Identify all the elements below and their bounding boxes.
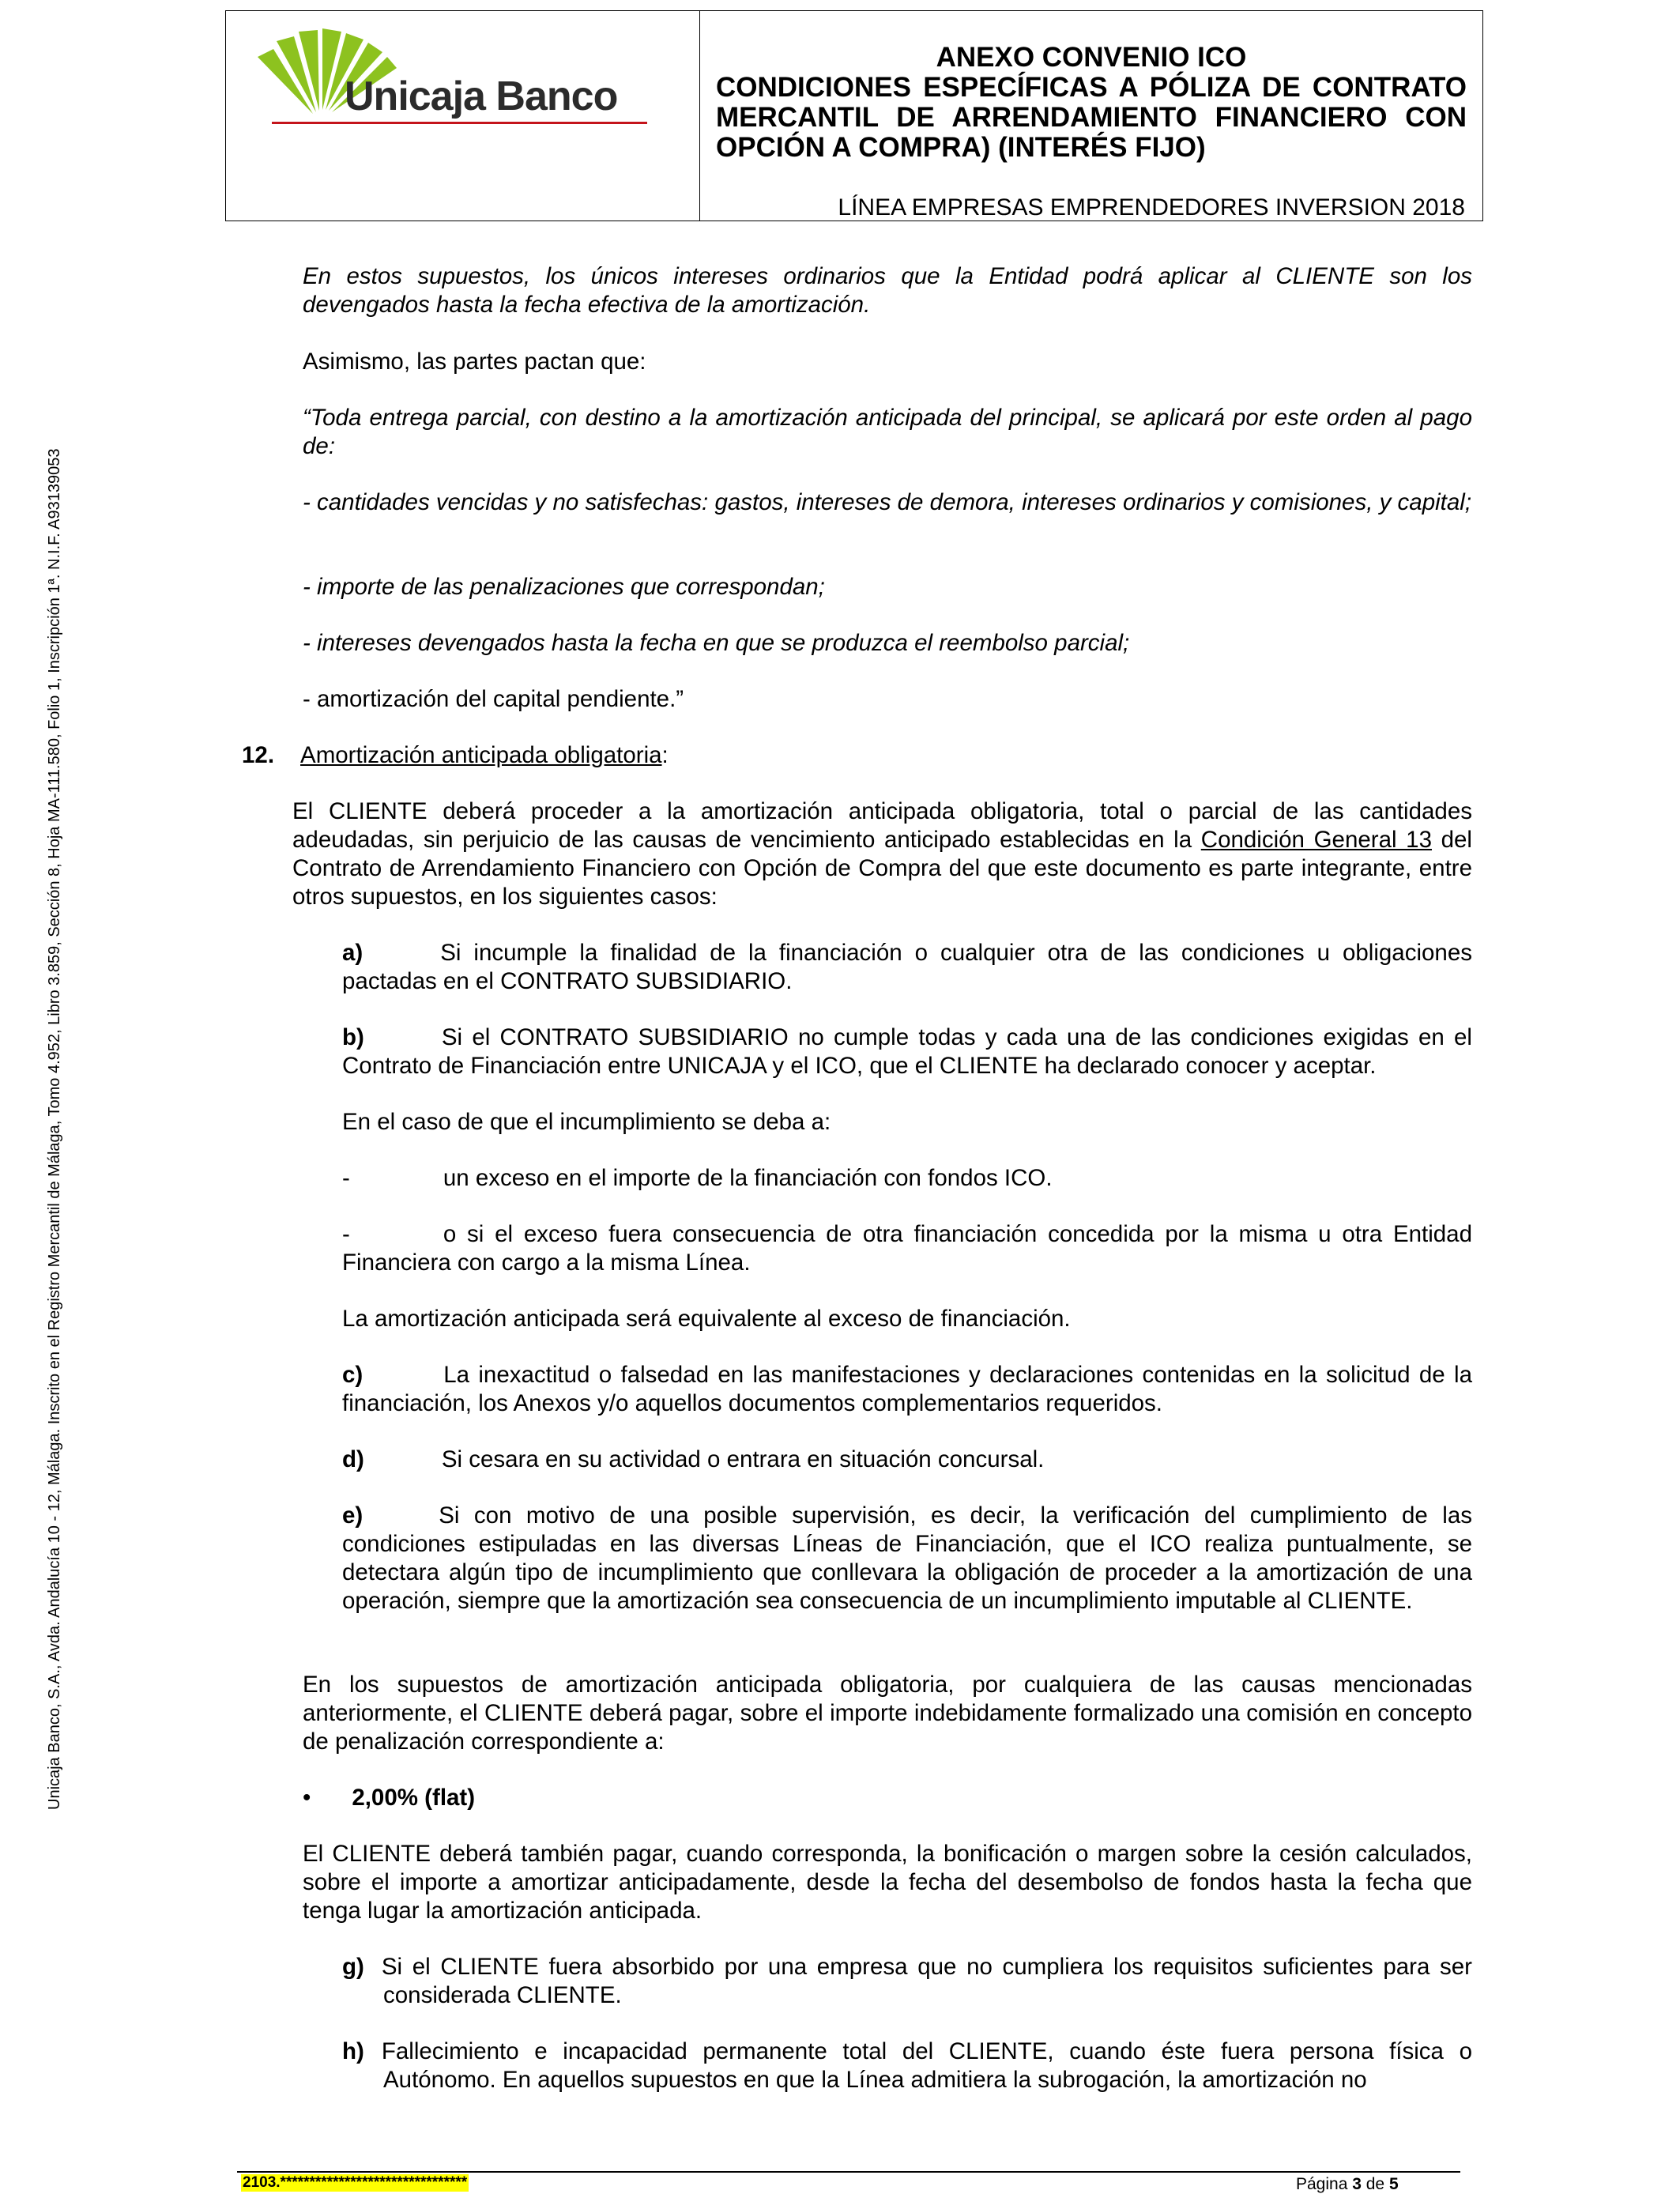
- title-line-2: CONDICIONES ESPECÍFICAS A PÓLIZA DE CONTRATO: [716, 72, 1467, 103]
- registry-side-text: Unicaja Banco, S.A., Avda. Andalucía 10 - 12, Málaga. Inscrito en el Registro Mercantil de Málaga, Tomo 4.952, Libro 3.859, Sección 8, Hoja MA-111.580, Folio 1, Inscripción 1ª. N.I.F. A93139053: [46, 448, 63, 1810]
- item-a: [342, 939, 1472, 996]
- case-intro: En el caso de que el incumplimiento se deba a:: [342, 1109, 831, 1135]
- condicion-general-link: Condición General 13: [1200, 827, 1432, 853]
- item-e-text: Si con motivo de una posible supervisión, es decir, la verificación del cumplimiento de las condiciones estipuladas en las diversas Líneas de Financiación, que el ICO realiza puntualmente, se detectara algún tipo de incumplimiento que conllevara la obligación de proceder a la amortización de una operación, siempre que la amortización sea consecuencia de un incumplimiento imputable al CLIENTE.: [342, 1502, 1472, 1614]
- item-h-label: h): [342, 2038, 364, 2064]
- paragraph-capital-pendiente: - amortización del capital pendiente.”: [303, 686, 684, 712]
- title-line-1: ANEXO CONVENIO ICO: [936, 42, 1247, 73]
- item-e-label: e): [342, 1502, 363, 1529]
- title-line-4: OPCIÓN A COMPRA) (INTERÉS FIJO): [716, 132, 1206, 163]
- item-d-label: d): [342, 1446, 364, 1472]
- footer-code: 2103.********************************: [243, 2174, 468, 2191]
- section-number: 12.: [242, 742, 275, 768]
- item-b-text: Si el CONTRATO SUBSIDIARIO no cumple todas y cada una de las condiciones exigidas en el Contrato de Financiación entre UNICAJA y el ICO, que el CLIENTE ha declarado conocer y aceptar.: [342, 1024, 1472, 1079]
- item-h-text: Fallecimiento e incapacidad permanente total del CLIENTE, cuando éste fuera persona física o Autónomo. En aquellos supuestos en que la Línea admitiera la subrogación, la amortización no: [381, 2038, 1472, 2093]
- penalizacion-paragraph: En los supuestos de amortización anticipada obligatoria, por cualquiera de las causas mencionadas anteriormente, el CLIENTE deberá pagar, sobre el importe indebidamente formalizado una comisión en concepto de penalización correspondiente a:: [303, 1672, 1472, 1755]
- item-g-text: Si el CLIENTE fuera absorbido por una empresa que no cumpliera los requisitos suficientes para ser considerada CLIENTE.: [381, 1954, 1472, 2008]
- item-a-text: Si incumple la finalidad de la financiación o cualquier otra de las condiciones u obligaciones pactadas en el CONTRATO SUBSIDIARIO.: [342, 940, 1472, 994]
- dash-item-1: - un exceso en el importe de la financiación con fondos ICO.: [342, 1165, 1053, 1191]
- item-a-label: a): [342, 940, 363, 966]
- footer-rule: [237, 2171, 1460, 2173]
- paragraph-intereses-devengados: - intereses devengados hasta la fecha en que se produzca el reembolso parcial;: [303, 630, 1130, 656]
- section-12-intro: El CLIENTE deberá proceder a la amortización anticipada obligatoria, total o parcial de las cantidades adeudadas, sin perjuicio de las causas de vencimiento anticipado establecidas en la Condición General 13 del Contrato de Arrendamiento Financiero con Opción de Compra del que este documento es parte integrante, entre otros supuestos, en los siguientes casos:: [292, 798, 1472, 910]
- section-title: Amortización anticipada obligatoria: [300, 742, 662, 768]
- title-cell: [700, 11, 1482, 221]
- section-12-heading: 12. Amortización anticipada obligatoria:: [242, 742, 669, 768]
- item-d-text: Si cesara en su actividad o entrara en situación concursal.: [441, 1446, 1045, 1472]
- document-title: [716, 43, 1467, 163]
- item-b: [342, 1023, 1472, 1080]
- item-h: [342, 2038, 1472, 2094]
- equivalente-paragraph: La amortización anticipada será equivalente al exceso de financiación.: [342, 1306, 1071, 1332]
- dash-item-2: - o si el exceso fuera consecuencia de otra financiación concedida por la misma u otra Entidad Financiera con cargo a la misma Línea.: [342, 1221, 1472, 1276]
- bonificacion-paragraph: El CLIENTE deberá también pagar, cuando corresponda, la bonificación o margen sobre la cesión calculados, sobre el importe a amortizar anticipadamente, desde la fecha del desembolso de fondos hasta la fecha que tenga lugar la amortización anticipada.: [303, 1841, 1472, 1924]
- page-number: Página 3 de 5: [1296, 2175, 1399, 2193]
- item-g: [342, 1953, 1472, 2010]
- logo-cell: [226, 11, 700, 221]
- item-c-text: La inexactitud o falsedad en las manifestaciones y declaraciones contenidas en la solicitud de la financiación, los Anexos y/o aquellos documentos complementarios requeridos.: [342, 1362, 1472, 1416]
- paragraph-asimismo: Asimismo, las partes pactan que:: [303, 349, 646, 375]
- logo-wordmark: Unicaja Banco: [345, 74, 618, 119]
- bullet-text: 2,00% (flat): [352, 1785, 476, 1811]
- paragraph-quote-intro: “Toda entrega parcial, con destino a la amortización anticipada del principal, se aplicará por este orden al pago de:: [303, 405, 1472, 459]
- item-c-label: c): [342, 1362, 363, 1388]
- bullet-icon: •: [303, 1785, 311, 1811]
- title-line-3: MERCANTIL DE ARRENDAMIENTO FINANCIERO CON: [716, 102, 1467, 133]
- item-g-label: g): [342, 1954, 364, 1980]
- logo-underline: [272, 122, 647, 124]
- item-c: [342, 1361, 1472, 1418]
- item-b-label: b): [342, 1024, 364, 1050]
- item-d: [342, 1446, 1472, 1474]
- bullet-item: [303, 1784, 1472, 1812]
- paragraph-cantidades: - cantidades vencidas y no satisfechas: gastos, intereses de demora, intereses ordinarios y comisiones, y capital;: [303, 489, 1472, 515]
- item-e: [342, 1502, 1472, 1615]
- document-header: [225, 10, 1483, 221]
- paragraph-penalizaciones: - importe de las penalizaciones que correspondan;: [303, 574, 825, 600]
- paragraph-intereses: En estos supuestos, los únicos intereses ordinarios que la Entidad podrá aplicar al CLIENTE son los devengados hasta la fecha efectiva de la amortización.: [303, 263, 1472, 318]
- document-subtitle: LÍNEA EMPRESAS EMPRENDEDORES INVERSION 2018: [838, 194, 1465, 221]
